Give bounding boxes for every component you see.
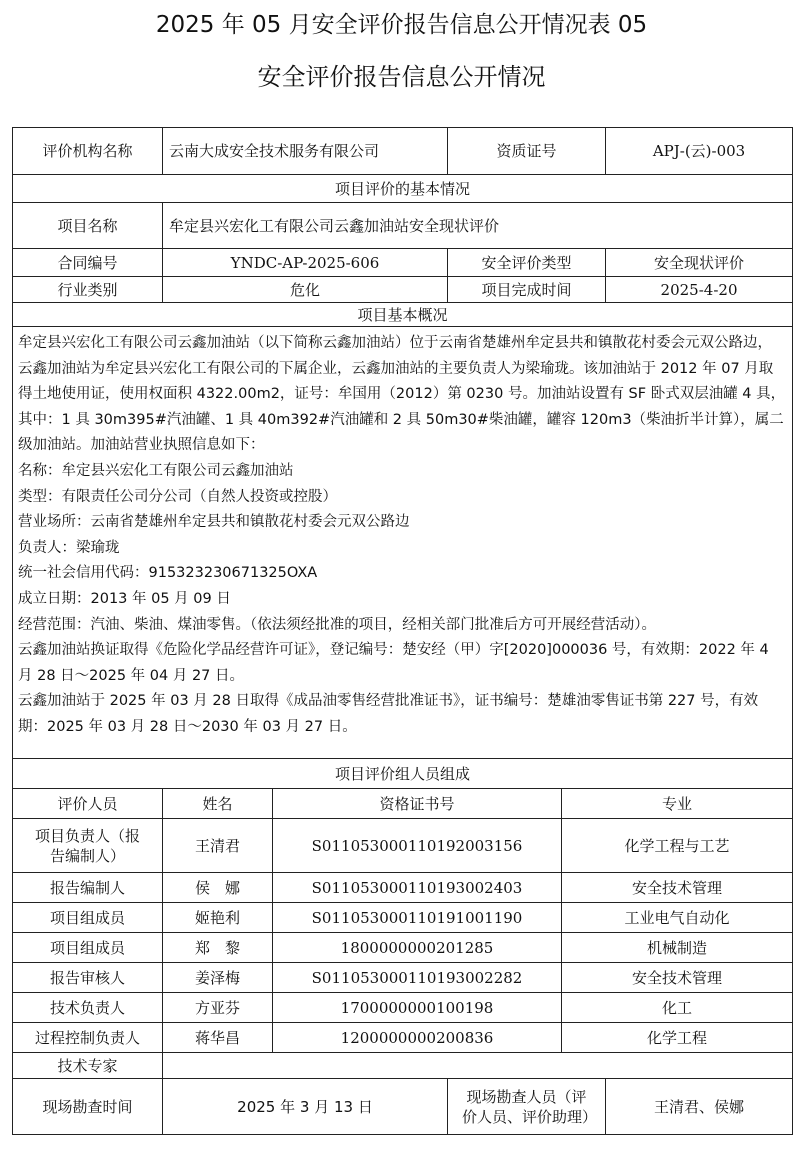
team-role: 项目组成员 bbox=[13, 903, 163, 933]
team-major: 机械制造 bbox=[562, 933, 793, 963]
project-value: 牟定县兴宏化工有限公司云鑫加油站安全现状评价 bbox=[163, 203, 793, 249]
document-subtitle: 安全评价报告信息公开情况 bbox=[257, 63, 546, 91]
survey-time-label: 现场勘查时间 bbox=[13, 1079, 163, 1135]
industry-value: 危化 bbox=[163, 277, 448, 303]
team-name: 王清君 bbox=[163, 819, 273, 873]
team-cert: S011053000110192003156 bbox=[273, 819, 562, 873]
contract-value: YNDC-AP-2025-606 bbox=[163, 249, 448, 277]
survey-people-label: 现场勘查人员（评价人员、评价助理） bbox=[448, 1079, 606, 1135]
team-column-header: 资格证书号 bbox=[273, 789, 562, 819]
overview-paragraph: 经营范围：汽油、柴油、煤油零售。（依法须经批准的项目，经相关部门批准后方可开展经营活动）。 bbox=[18, 616, 656, 633]
overview-paragraph: 成立日期：2013 年 05 月 09 日 bbox=[18, 590, 231, 607]
contract-label: 合同编号 bbox=[13, 249, 163, 277]
team-name: 蒋华昌 bbox=[163, 1023, 273, 1053]
team-column-header: 姓名 bbox=[163, 789, 273, 819]
team-name: 郑 黎 bbox=[163, 933, 273, 963]
overview-paragraph: 云鑫加油站于 2025 年 03 月 28 日取得《成品油零售经营批准证书》，证书编号：楚雄油零售证书第 227 号，有效期：2025 年 03 月 28 日～2030 年 03 月 27 日。 bbox=[18, 693, 759, 735]
table-row bbox=[13, 963, 793, 993]
team-column-header: 专业 bbox=[562, 789, 793, 819]
team-major: 安全技术管理 bbox=[562, 963, 793, 993]
finish-label: 项目完成时间 bbox=[448, 277, 606, 303]
overview-text bbox=[13, 327, 793, 759]
table-row bbox=[13, 903, 793, 933]
overview-paragraph: 营业场所：云南省楚雄州牟定县共和镇散花村委会元双公路边 bbox=[18, 514, 410, 531]
expert-value bbox=[163, 1053, 793, 1079]
team-name: 姜泽梅 bbox=[163, 963, 273, 993]
overview-paragraph: 统一社会信用代码：915323230671325OXA bbox=[18, 565, 318, 582]
info-table bbox=[12, 127, 793, 1135]
team-role: 技术负责人 bbox=[13, 993, 163, 1023]
overview-paragraph: 名称：牟定县兴宏化工有限公司云鑫加油站 bbox=[18, 462, 294, 479]
survey-people-value: 王清君、侯娜 bbox=[606, 1079, 793, 1135]
team-cert: 1800000000201285 bbox=[273, 933, 562, 963]
team-role: 报告审核人 bbox=[13, 963, 163, 993]
project-label: 项目名称 bbox=[13, 203, 163, 249]
overview-paragraph: 负责人：梁瑜珑 bbox=[18, 539, 120, 556]
team-cert: 1200000000200836 bbox=[273, 1023, 562, 1053]
table-row bbox=[13, 819, 793, 873]
overview-paragraph: 牟定县兴宏化工有限公司云鑫加油站（以下简称云鑫加油站）位于云南省楚雄州牟定县共和镇散花村委会元双公路边，云鑫加油站为牟定县兴宏化工有限公司的下属企业，云鑫加油站的主要负责人为梁瑜珑。该加油站于 2012 年 07 月取得土地使用证，使用权面积 4322.00m2，证号：牟国用（2012）第 0230 号。加油站设置有 SF 卧式双层油罐 4 具，其中：1 具 30m395#汽油罐、1 具 40m392#汽油罐和 2 具 50m30#柴油罐，罐容 120m3（柴油折半计算），属二级加油站。加油站营业执照信息如下： bbox=[18, 335, 786, 454]
team-role: 项目负责人（报告编制人） bbox=[13, 819, 163, 873]
overview-paragraph: 类型：有限责任公司分公司（自然人投资或控股） bbox=[18, 488, 337, 505]
team-major: 安全技术管理 bbox=[562, 873, 793, 903]
team-role: 报告编制人 bbox=[13, 873, 163, 903]
team-header: 项目评价组人员组成 bbox=[13, 759, 793, 789]
eval-type-value: 安全现状评价 bbox=[606, 249, 793, 277]
team-cert: S011053000110193002403 bbox=[273, 873, 562, 903]
team-name: 姬艳利 bbox=[163, 903, 273, 933]
team-major: 化学工程与工艺 bbox=[562, 819, 793, 873]
finish-value: 2025-4-20 bbox=[606, 277, 793, 303]
team-role: 过程控制负责人 bbox=[13, 1023, 163, 1053]
cert-value: APJ-(云)-003 bbox=[606, 128, 793, 175]
team-column-header: 评价人员 bbox=[13, 789, 163, 819]
table-row bbox=[13, 993, 793, 1023]
table-row bbox=[13, 1023, 793, 1053]
org-value: 云南大成安全技术服务有限公司 bbox=[163, 128, 448, 175]
team-major: 工业电气自动化 bbox=[562, 903, 793, 933]
team-name: 侯 娜 bbox=[163, 873, 273, 903]
basic-info-header: 项目评价的基本情况 bbox=[13, 175, 793, 203]
table-row bbox=[13, 873, 793, 903]
overview-paragraph: 云鑫加油站换证取得《危险化学品经营许可证》，登记编号：楚安经（甲）字[2020]000036 号，有效期：2022 年 4 月 28 日～2025 年 04 月 27 日。 bbox=[18, 642, 769, 684]
overview-header: 项目基本概况 bbox=[13, 303, 793, 327]
cert-label: 资质证号 bbox=[448, 128, 606, 175]
org-label: 评价机构名称 bbox=[13, 128, 163, 175]
team-name: 方亚芬 bbox=[163, 993, 273, 1023]
team-cert: 1700000000100198 bbox=[273, 993, 562, 1023]
team-cert: S011053000110191001190 bbox=[273, 903, 562, 933]
table-row bbox=[13, 933, 793, 963]
survey-time-value: 2025 年 3 月 13 日 bbox=[163, 1079, 448, 1135]
page-title: 2025 年 05 月安全评价报告信息公开情况表 05 bbox=[155, 12, 648, 38]
eval-type-label: 安全评价类型 bbox=[448, 249, 606, 277]
team-cert: S011053000110193002282 bbox=[273, 963, 562, 993]
industry-label: 行业类别 bbox=[13, 277, 163, 303]
team-role: 项目组成员 bbox=[13, 933, 163, 963]
expert-label: 技术专家 bbox=[13, 1053, 163, 1079]
team-major: 化工 bbox=[562, 993, 793, 1023]
team-major: 化学工程 bbox=[562, 1023, 793, 1053]
